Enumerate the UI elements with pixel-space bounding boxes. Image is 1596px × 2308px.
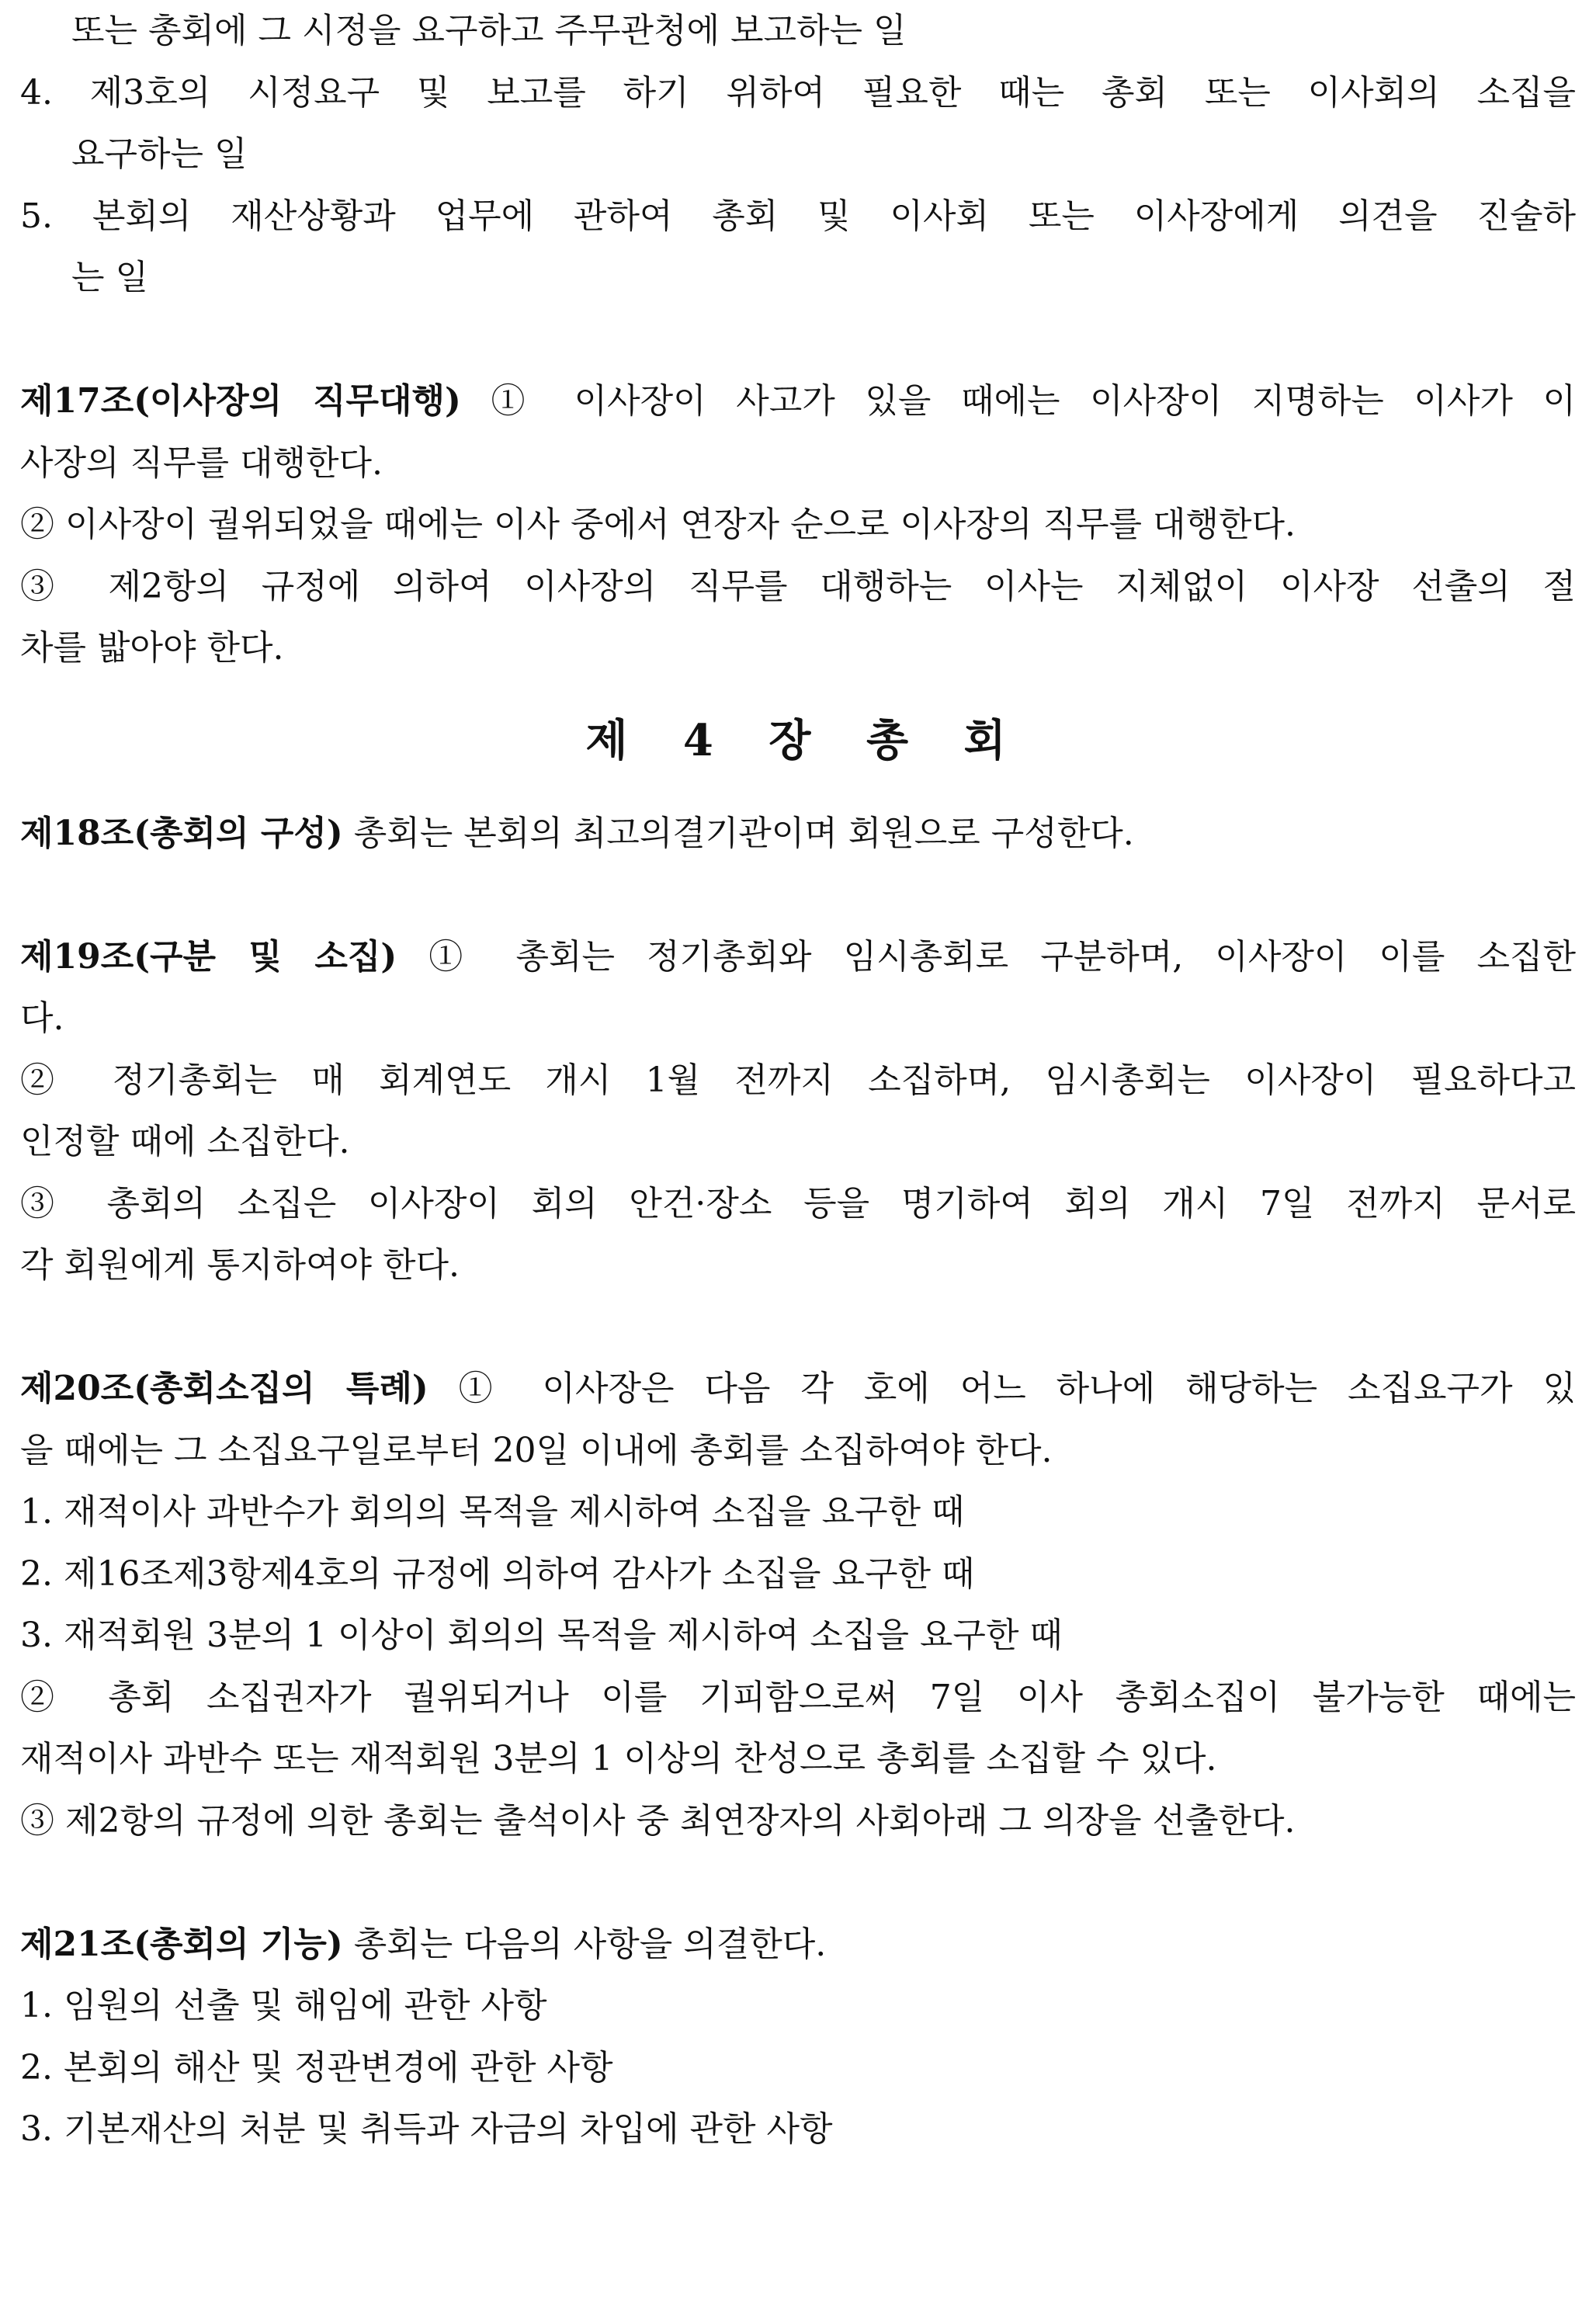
- art16-line-1: 또는 총회에 그 시정을 요구하고 주무관청에 보고하는 일: [71, 11, 907, 50]
- art20-item-1: 1. 재적이사 과반수가 회의의 목적을 제시하여 소집을 요구한 때: [20, 1492, 965, 1532]
- art19-para-2-cont: 인정할 때에 소집한다.: [20, 1122, 350, 1161]
- art20-item-3: 3. 재적회원 3분의 1 이상이 회의의 목적을 제시하여 소집을 요구한 때: [20, 1616, 1063, 1655]
- art16-item-4: 4. 제3호의 시정요구 및 보고를 하기 위하여 필요한 때는 총회 또는 이사회의 소집을: [20, 72, 1576, 113]
- spacer: [20, 864, 1576, 926]
- art18-line-1: [20, 803, 1576, 865]
- art20-title: 제20조(총회소집의 특례): [20, 1369, 428, 1408]
- art20-line-2: 을 때에는 그 소집요구일로부터 20일 이내에 총회를 소집하여야 한다.: [20, 1430, 1053, 1470]
- art20-line-1: [20, 1358, 1576, 1420]
- art20-item-2: 2. 제16조제3항제4호의 규정에 의하여 감사가 소집을 요구한 때: [20, 1553, 975, 1594]
- art21-item-3: 3. 기본재산의 처분 및 취득과 자금의 차입에 관한 사항: [20, 2109, 833, 2149]
- art19-para-3-cont: 각 회원에게 통지하여야 한다.: [20, 1245, 460, 1285]
- spacer: [20, 309, 1576, 371]
- art19-title: 제19조(구분 및 소집): [20, 936, 397, 977]
- art21-item-2: 2. 본회의 해산 및 정관변경에 관한 사항: [20, 2047, 613, 2088]
- art16-item-5: 5. 본회의 재산상황과 업무에 관하여 총회 및 이사회 또는 이사장에게 의견을 진술하: [20, 196, 1576, 236]
- document-page: [20, 0, 1576, 2160]
- art21-item-1: 1. 임원의 선출 및 해임에 관한 사항: [20, 1986, 547, 2025]
- art20-para-3: ③ 제2항의 규정에 의한 총회는 출석이사 중 최연장자의 사회아래 그 의장을 선출한다.: [20, 1800, 1296, 1841]
- art19-para-2: ② 정기총회는 매 회계연도 개시 1월 전까지 소집하며, 임시총회는 이사장이 필요하다고: [20, 1060, 1576, 1100]
- art18-line-1-text: 총회는 본회의 최고의결기관이며 회원으로 구성한다.: [353, 813, 1134, 853]
- art17-para-3: ③ 제2항의 규정에 의하여 이사장의 직무를 대행하는 이사는 지체없이 이사장 선출의 절: [20, 566, 1576, 606]
- chapter-heading: 제 4 장 총 회: [585, 714, 1011, 766]
- art16-item-4-cont: 요구하는 일: [71, 134, 248, 174]
- art20-line-1-text: ① 이사장은 다음 각 호에 어느 하나에 해당하는 소집요구가 있: [458, 1369, 1576, 1408]
- art21-line-1: [20, 1914, 1576, 1976]
- art18-title: 제18조(총회의 구성): [20, 813, 343, 853]
- spacer: [20, 1296, 1576, 1359]
- art17-title: 제17조(이사장의 직무대행): [20, 381, 461, 421]
- art21-line-1-text: 총회는 다음의 사항을 의결한다.: [353, 1924, 827, 1964]
- art17-line-2: 사장의 직무를 대행한다.: [20, 443, 383, 483]
- art17-para-3-cont: 차를 밟아야 한다.: [20, 628, 284, 668]
- art20-para-2: ② 총회 소집권자가 궐위되거나 이를 기피함으로써 7일 이사 총회소집이 불가능한 때에는: [20, 1677, 1576, 1717]
- spacer: [20, 1852, 1576, 1914]
- art17-line-1: [20, 370, 1576, 432]
- art17-line-1-text: ① 이사장이 사고가 있을 때에는 이사장이 지명하는 이사가 이: [491, 381, 1576, 421]
- art19-line-1-text: ① 총회는 정기총회와 임시총회로 구분하며, 이사장이 이를 소집한: [428, 936, 1576, 977]
- art20-para-2-cont: 재적이사 과반수 또는 재적회원 3분의 1 이상의 찬성으로 총회를 소집할 수 있다.: [20, 1739, 1217, 1779]
- art21-title: 제21조(총회의 기능): [20, 1924, 343, 1964]
- art19-line-2: 다.: [20, 998, 64, 1038]
- art19-line-1: [20, 926, 1576, 988]
- art16-item-5-cont: 는 일: [71, 258, 148, 297]
- art19-para-3: ③ 총회의 소집은 이사장이 회의 안건·장소 등을 명기하여 회의 개시 7일 전까지 문서로: [20, 1183, 1576, 1223]
- art17-para-2: ② 이사장이 궐위되었을 때에는 이사 중에서 연장자 순으로 이사장의 직무를 대행한다.: [20, 505, 1296, 544]
